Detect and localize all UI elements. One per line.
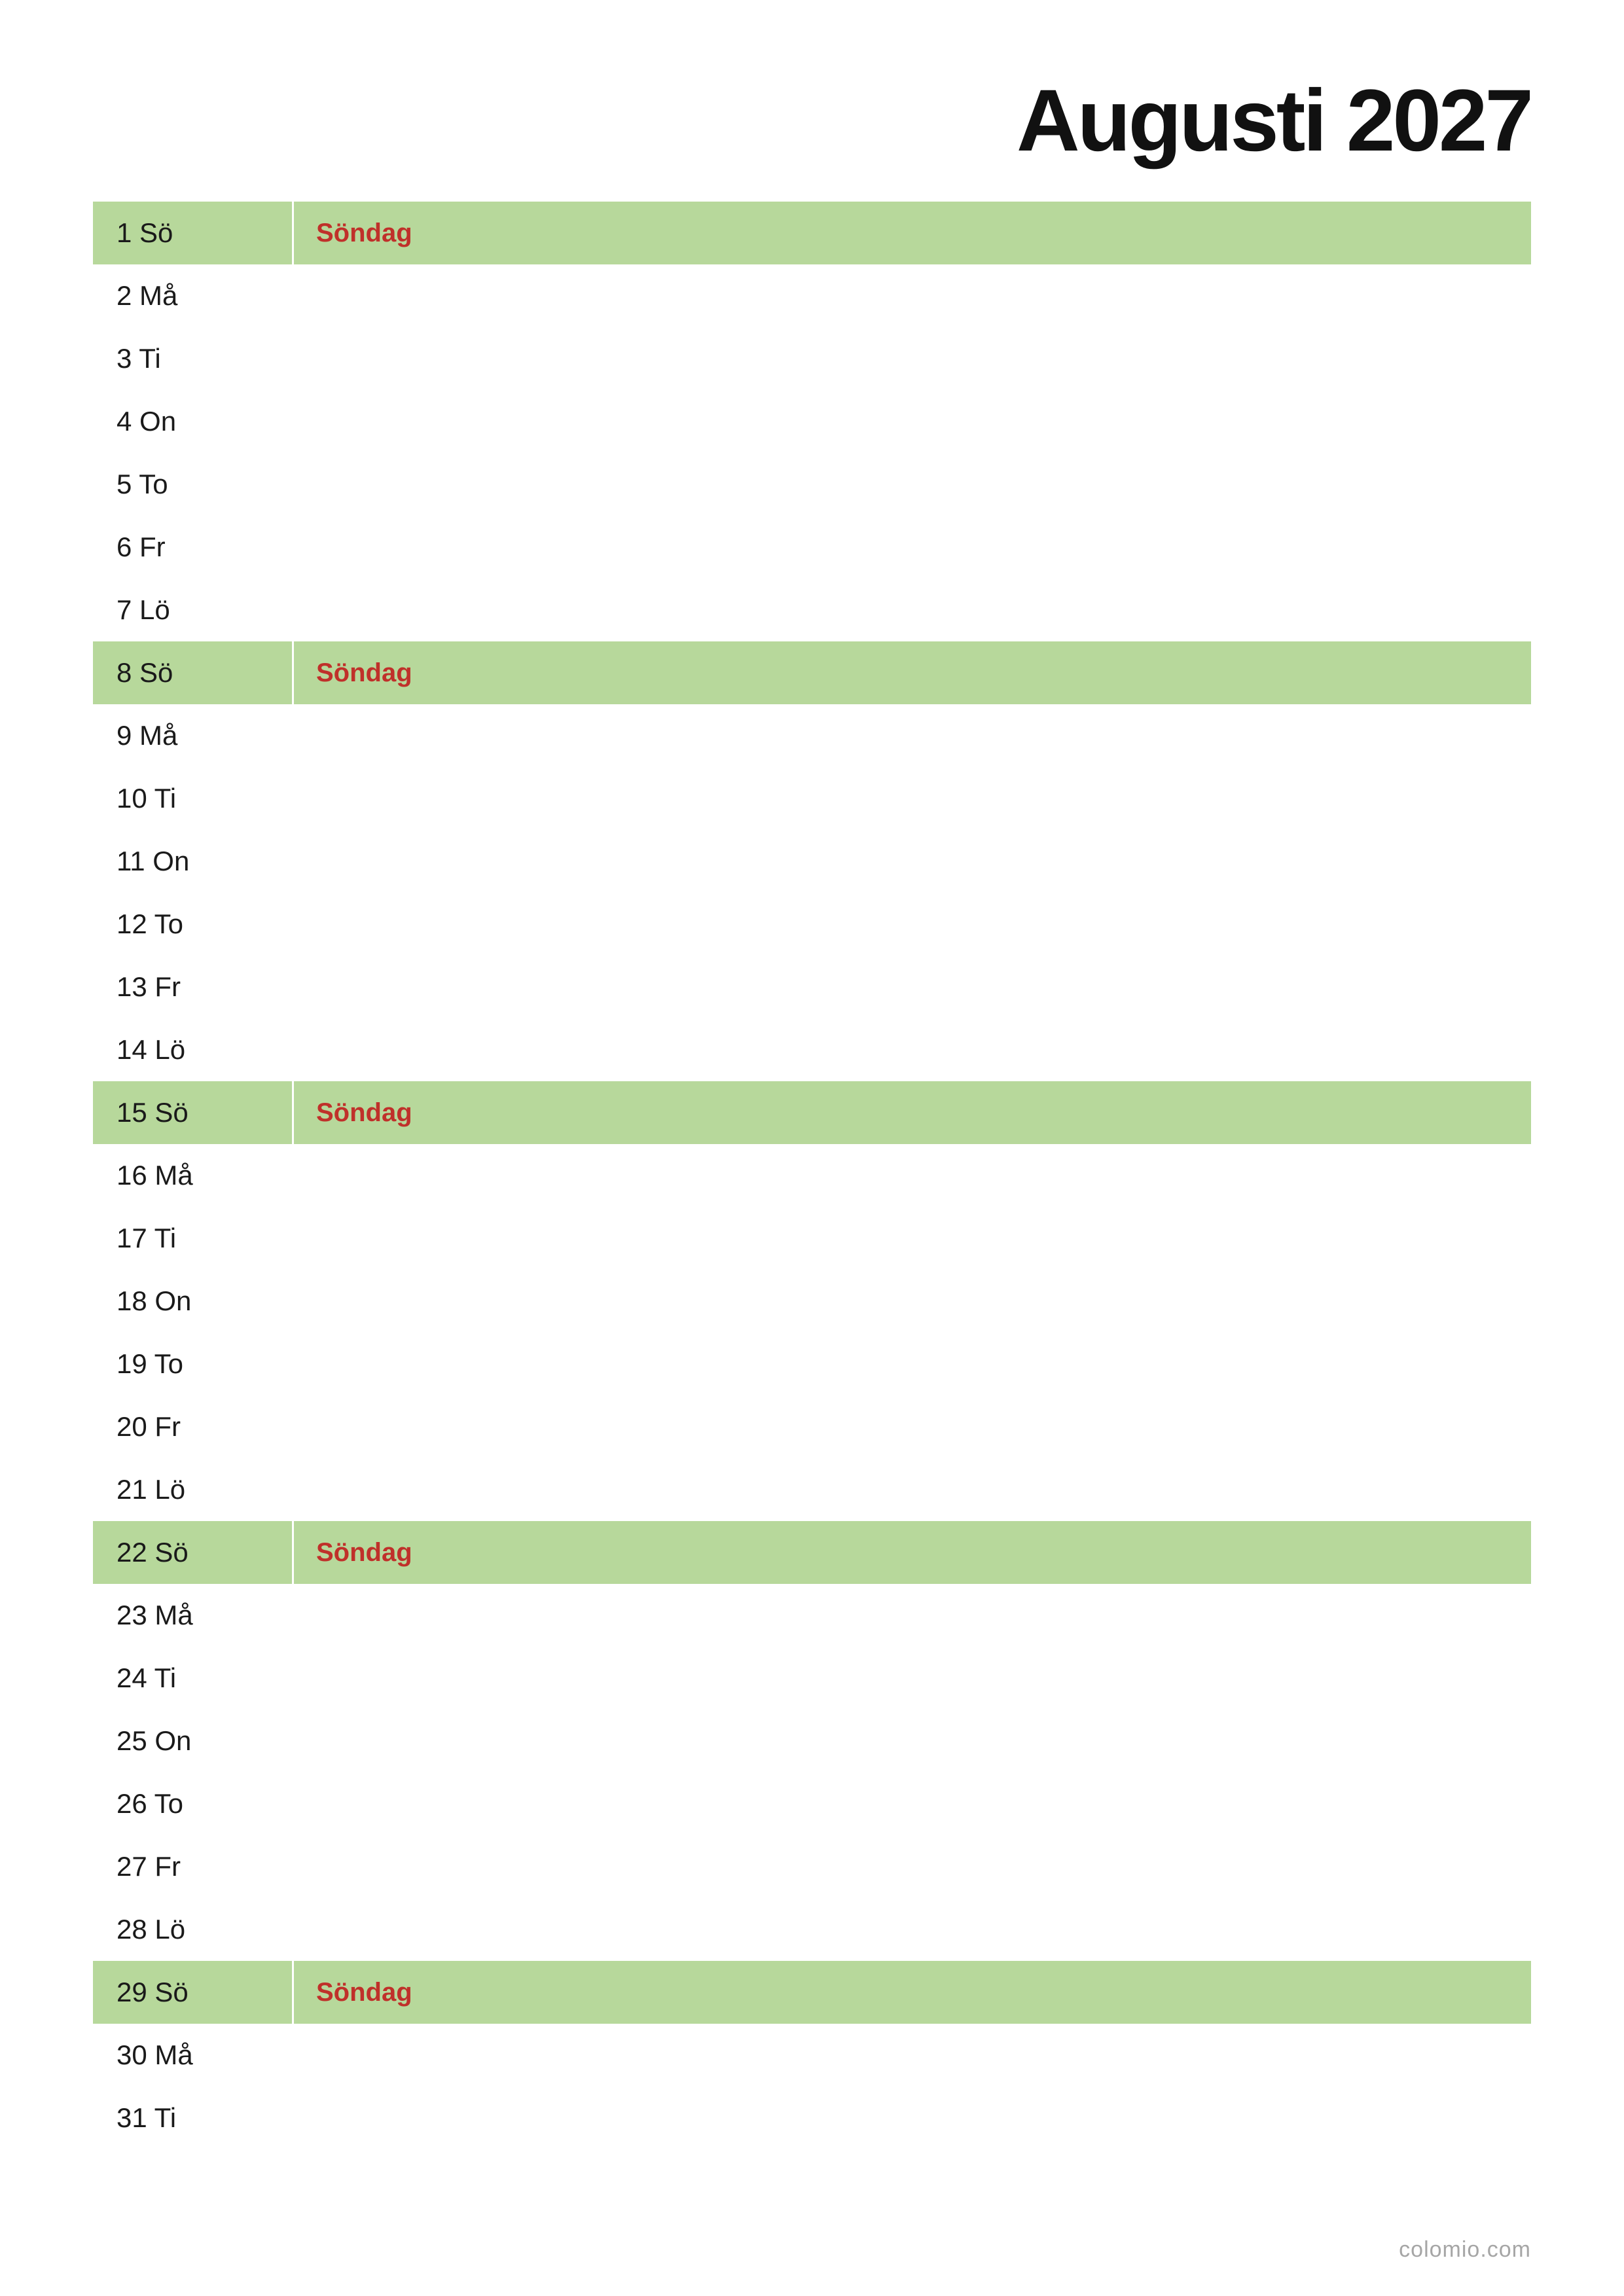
day-note: Söndag (316, 1098, 412, 1127)
day-label: 25 On (117, 1725, 192, 1756)
day-row (93, 579, 1531, 641)
day-label: 6 Fr (117, 531, 166, 562)
footer-credit: colomio.com (1399, 2237, 1531, 2262)
day-row (93, 1898, 1531, 1961)
day-label: 7 Lö (117, 594, 170, 625)
day-row (93, 390, 1531, 453)
day-row (93, 264, 1531, 327)
day-row-sunday (93, 1521, 1531, 1584)
day-label: 3 Ti (117, 343, 161, 374)
day-row (93, 1647, 1531, 1710)
day-label: 10 Ti (117, 783, 177, 814)
day-label: 17 Ti (117, 1223, 177, 1253)
day-label: 9 Må (117, 720, 178, 751)
day-row (93, 1835, 1531, 1898)
day-label: 2 Må (117, 280, 178, 311)
page-title: Augusti 2027 (1016, 72, 1531, 170)
day-row (93, 1018, 1531, 1081)
day-row (93, 1333, 1531, 1395)
day-label: 1 Sö (93, 202, 294, 264)
day-row (93, 704, 1531, 767)
day-label: 11 On (117, 846, 190, 876)
day-row (93, 1395, 1531, 1458)
day-row (93, 1710, 1531, 1772)
day-label: 23 Må (117, 1600, 193, 1630)
day-row (93, 1772, 1531, 1835)
day-row (93, 516, 1531, 579)
day-row (93, 830, 1531, 893)
day-label: 14 Lö (117, 1034, 186, 1065)
day-label: 30 Må (117, 2039, 193, 2070)
day-list (93, 202, 1531, 2149)
day-row-sunday (93, 1081, 1531, 1144)
day-label: 28 Lö (117, 1914, 186, 1945)
day-label: 21 Lö (117, 1474, 186, 1505)
day-row (93, 327, 1531, 390)
day-label: 19 To (117, 1348, 183, 1379)
day-row (93, 1584, 1531, 1647)
day-label: 15 Sö (93, 1081, 294, 1144)
day-label: 18 On (117, 1285, 192, 1316)
day-row (93, 956, 1531, 1018)
day-label: 13 Fr (117, 971, 181, 1002)
day-note: Söndag (316, 1977, 412, 2007)
day-row (93, 453, 1531, 516)
day-label: 16 Må (117, 1160, 193, 1191)
day-note: Söndag (316, 1537, 412, 1567)
day-label: 22 Sö (93, 1521, 294, 1584)
day-row (93, 2024, 1531, 2087)
day-label: 5 To (117, 469, 168, 499)
day-label: 27 Fr (117, 1851, 181, 1882)
day-label: 31 Ti (117, 2102, 177, 2133)
day-row (93, 1207, 1531, 1270)
day-row (93, 1144, 1531, 1207)
day-label: 24 Ti (117, 1662, 177, 1693)
day-row-sunday (93, 641, 1531, 704)
day-label: 8 Sö (93, 641, 294, 704)
day-row-sunday (93, 1961, 1531, 2024)
day-label: 12 To (117, 908, 183, 939)
day-note: Söndag (316, 218, 412, 247)
day-label: 20 Fr (117, 1411, 181, 1442)
day-row (93, 1458, 1531, 1521)
day-label: 29 Sö (93, 1961, 294, 2024)
day-label: 4 On (117, 406, 177, 437)
day-row (93, 767, 1531, 830)
day-label: 26 To (117, 1788, 183, 1819)
day-note: Söndag (316, 658, 412, 687)
day-row (93, 1270, 1531, 1333)
day-row (93, 893, 1531, 956)
day-row (93, 2087, 1531, 2149)
day-row-sunday (93, 202, 1531, 264)
